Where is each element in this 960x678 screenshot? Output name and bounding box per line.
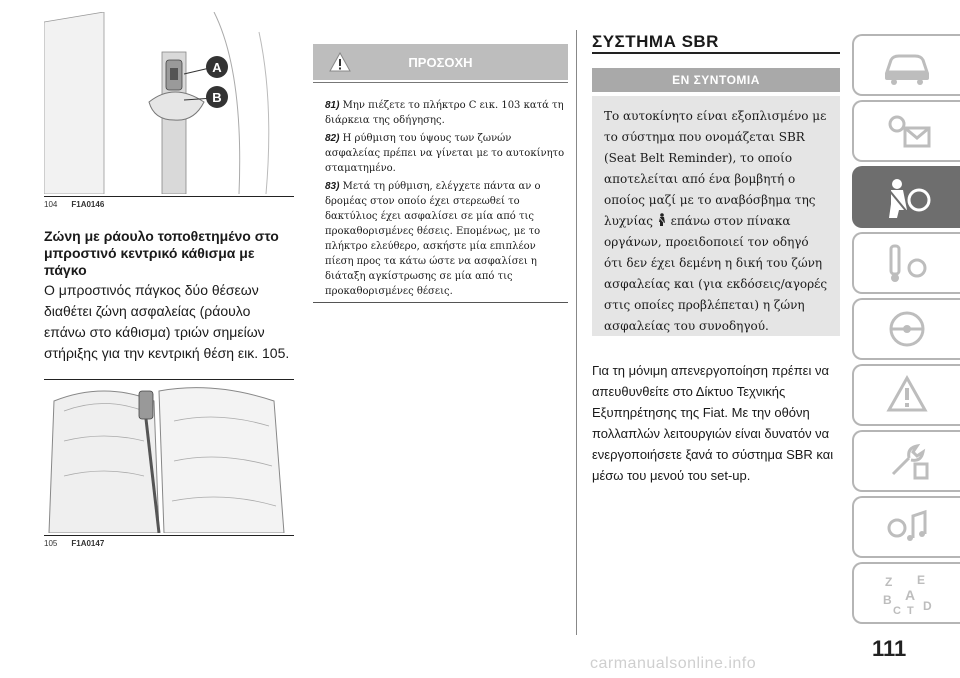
tab-multimedia[interactable] (852, 496, 960, 558)
figure-105 (44, 381, 294, 533)
column-divider (576, 30, 577, 635)
multimedia-icon (879, 504, 935, 550)
tab-emergency[interactable] (852, 364, 960, 426)
warning-item-number: 82) (325, 133, 340, 144)
warning-bottom-rule (313, 302, 568, 303)
seatbelt-buckle-illustration (44, 12, 294, 194)
warning-item-text: Μην πιέζετε το πλήκτρο C εικ. 103 κατά τη διάρκεια της οδήγησης. (325, 100, 564, 126)
sbr-title-rule (592, 52, 840, 54)
index-icon (879, 570, 935, 616)
index-letter: Z (885, 575, 893, 589)
callout-a: A (206, 56, 228, 78)
index-letter: T (907, 605, 914, 616)
figure-105-code: F1A0147 (71, 539, 105, 548)
index-letter: B (883, 593, 892, 607)
emergency-icon (879, 372, 935, 418)
warning-item (325, 131, 565, 176)
warning-item-number: 81) (325, 100, 340, 111)
figure-105-rule (44, 535, 294, 536)
tab-starting-driving[interactable] (852, 232, 960, 294)
figure-104-rule (44, 196, 294, 197)
tab-warning-lights[interactable] (852, 100, 960, 162)
starting-driving-icon (879, 240, 935, 286)
steering-wheel-icon (879, 306, 935, 352)
warning-item-text: Η ρύθμιση του ύψους των ζωνών ασφαλείας πρέπει να γίνεται με το αυτοκίνητο σταματημένο. (325, 133, 565, 174)
figure-104-caption (44, 200, 294, 209)
watermark: carmanualsonline.info (590, 655, 757, 672)
callout-b: B (206, 86, 228, 108)
figure-104 (44, 12, 294, 194)
tab-maintenance[interactable] (852, 430, 960, 492)
tab-car-dashboard[interactable] (852, 34, 960, 96)
figure-105-caption (44, 539, 294, 548)
maintenance-icon (879, 438, 935, 484)
index-letter: E (917, 573, 926, 587)
sbr-summary-box (592, 96, 840, 336)
sbr-title: ΣΥΣΤΗΜΑ SBR (592, 32, 719, 51)
sbr-summary-text-start: Το αυτοκίνητο είναι εξοπλισμένο με το σύστημα που ονομάζεται SBR (Seat Belt Reminder), το οποίο αποτελείται από ένα βομβητή ο οποίος μαζί με το αναβόσβημα της λυχνίας (604, 109, 827, 228)
seatbelt-warning-icon (657, 213, 667, 227)
sbr-deactivation-text: Για τη μόνιμη απενεργοποίηση πρέπει να απευθυνθείτε στο Δίκτυο Τεχνικής Εξυπηρέτησης της Fiat. Με την οθόνη πολλαπλών λειτουργιών είναι δυνατόν να ενεργοποιήσετε ξανά το σύστημα SBR και μέσω του μενού του set-up. (592, 363, 834, 483)
warning-item (325, 98, 565, 128)
figure-104-number: 104 (44, 200, 58, 209)
warning-header (313, 44, 568, 80)
section-heading: Ζώνη με ράουλο τοποθετημένο στο μπροστινό κεντρικό κάθισμα με πάγκο (44, 228, 279, 278)
index-letter: A (905, 587, 916, 603)
index-letter: D (923, 599, 932, 613)
warning-lights-icon (879, 108, 935, 154)
warning-title: ΠΡΟΣΟΧΗ (408, 54, 473, 70)
brief-label: ΕΝ ΣΥΝΤΟΜΙΑ (592, 68, 840, 92)
tab-steering[interactable] (852, 298, 960, 360)
warning-item-number: 83) (325, 181, 340, 192)
warning-body (325, 98, 565, 302)
front-bench-seat-illustration (44, 381, 294, 533)
warning-rule (313, 82, 568, 83)
car-dashboard-icon (879, 42, 935, 88)
tab-seatbelt-airbag[interactable] (852, 166, 960, 228)
warning-item-text: Μετά τη ρύθμιση, ελέγχετε πάντα αν ο δρομέας στον οποίο έχει στερεωθεί το δακτύλιος έχει ασφαλίσει σε μία από τις προκαθορισμένες θέσεις. Επομένως, με το πλήκτρο ελεύθερο, ασκήστε μία επιπλέον πίεση προς τα κάτω ώστε να ασφαλίσει η διάταξη αγκίστρωσης σε μία από τις προκαθορισμένες θέσεις. (325, 181, 541, 297)
seatbelt-airbag-icon (879, 174, 935, 220)
figure-105-number: 105 (44, 539, 58, 548)
tab-index[interactable] (852, 562, 960, 624)
warning-item (325, 179, 565, 299)
page-number: 111 (872, 636, 907, 661)
figure-105-top-rule (44, 379, 294, 380)
figure-104-code: F1A0146 (71, 200, 105, 209)
sbr-summary-text-end: επάνω στον πίνακα οργάνων, προειδοποιεί τον οδηγό ότι δεν έχει δεμένη η δική του ζώνη ασφαλείας και (για εκδόσεις/αγορές στις οποίες προβλέπεται) η ζώνη ασφαλείας του συνοδηγού. (604, 214, 828, 333)
body-paragraph: Ο μπροστινός πάγκος δύο θέσεων διαθέτει ζώνη ασφαλείας (ράουλο επάνω στο κάθισμα) τριών σημείων στήριξης για την κεντρική θέση εικ. 105. (44, 282, 290, 361)
index-letter: C (893, 605, 901, 616)
warning-triangle-icon (329, 52, 351, 72)
